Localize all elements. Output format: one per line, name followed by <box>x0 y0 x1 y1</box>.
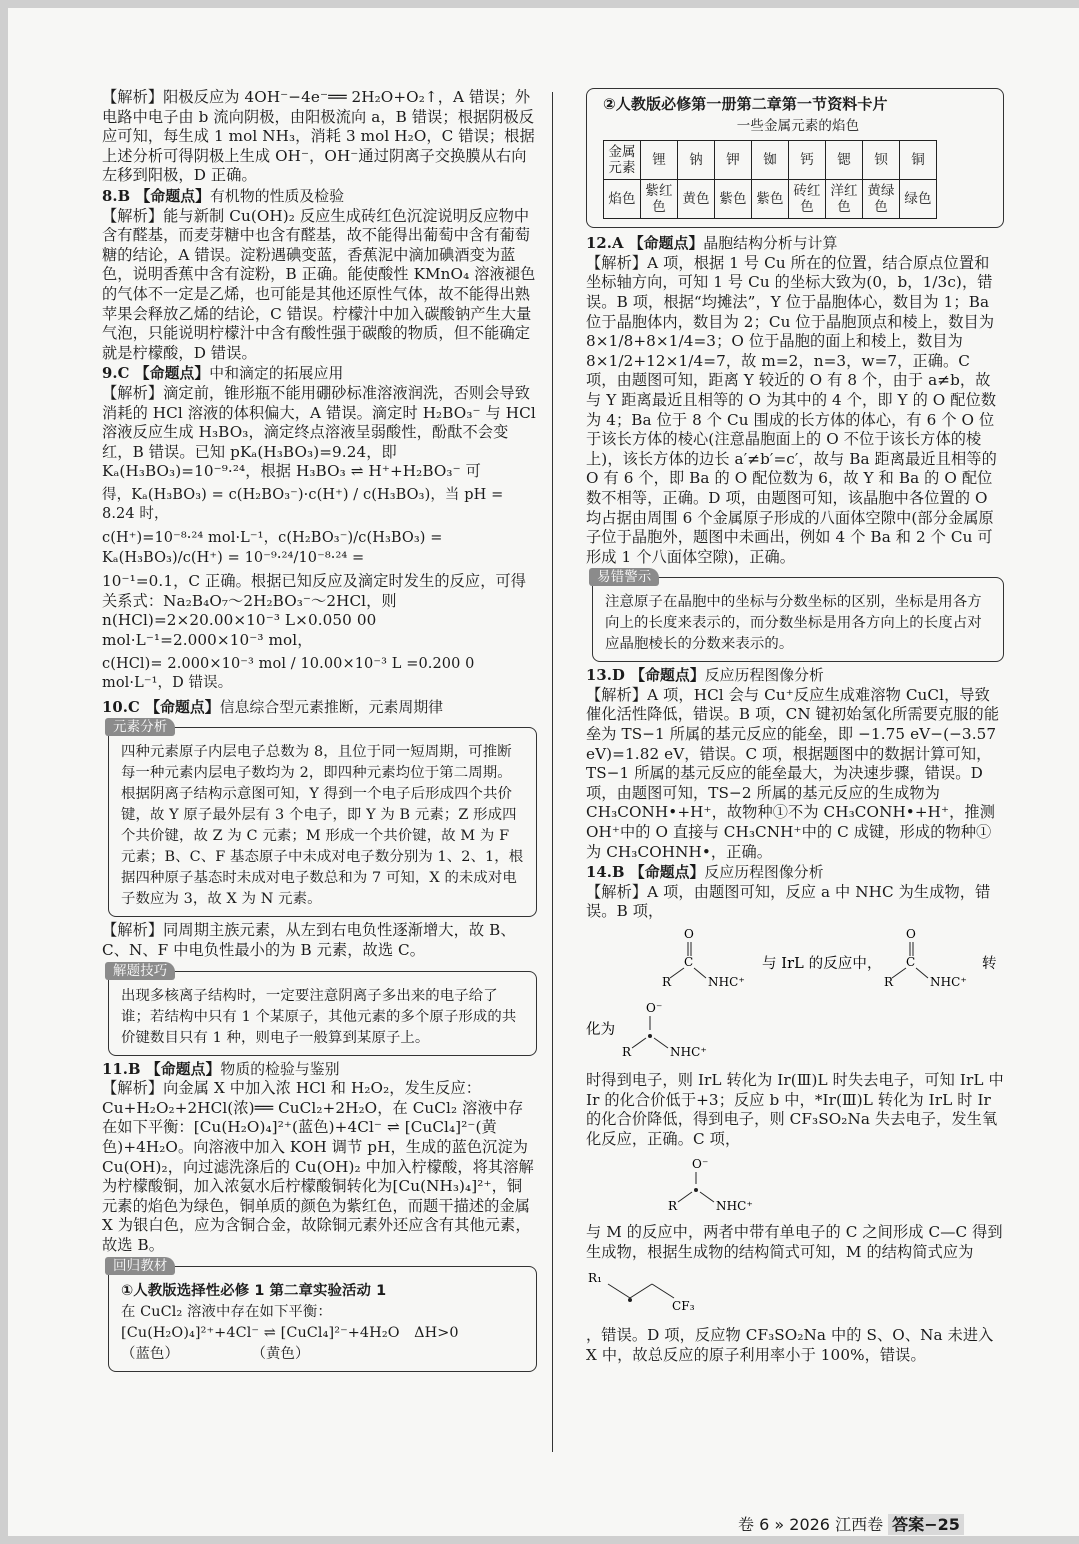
radical-dot <box>694 1188 698 1192</box>
bond-line <box>632 1038 646 1048</box>
flame-cell: 焰色 <box>604 180 641 219</box>
q13-tag: 【命题点】 <box>630 667 705 685</box>
q12-number: 12.A <box>586 235 624 253</box>
q14-analysis-e: 与 M 的反应中，两者中带有单电子的 C 之间形成 C—C 得到生成物，根据生成物的结构简式可知，M 的结构简式应为 <box>586 1223 1003 1261</box>
flame-cell: 洋红色 <box>826 180 863 219</box>
radical-structure-svg-2 <box>586 1156 786 1212</box>
q9-analysis-2: 10⁻¹=0.1，C 正确。根据已知反应及滴定时发生的反应，可得关系式：Na₂B₄O₇～2H₂BO₃⁻～2HCl，则 n(HCl)=2×20.00×10⁻³ L×0.050 00 mol·L⁻¹=2.000×10⁻³ mol， <box>102 572 527 650</box>
nhc-label: NHC⁺ <box>708 975 745 988</box>
q12-analysis: 【解析】A 项，根据 1 号 Cu 所在的位置，结合原点位置和坐标轴方向，可知 1 号 Cu 的坐标大致为(0，b，1/3c)，错误。B 项，根据“均摊法”，Y 位于晶胞体心，数目为 1；Ba 位于晶胞体内，数目为 2；Cu 位于晶胞顶点和棱上，数目为 8×1/8+8×1/4=3；O 位于晶胞的面上和棱上，数目为 8×1/2+12×1/4=7，故 m=2，n=3，w=7，正确。C 项，由题图可知，距离 Y 较近的 O 有 8 个，由于 a≠b，故与 Y 距离最近且相等的 O 为其中的 4 个，即 Y 的 O 配位数为 4；Ba 位于 8 个 Cu 围成的长方体的体心，有 6 个 O 位于该长方体的棱心(注意晶胞面上的 O 不位于该长方体的棱上)，该长方体的边长 a′≠b′=c′，故与 Ba 距离最近且相等的 O 有 6 个，即 Ba 的 O 配位数为 6，故 Y 和 Ba 的 O 配位数不相等，正确。D 项，由题图可知，该晶胞中各位置的 O 均占据由周围 6 个金属原子形成的八面体空隙中(部分金属原子位于晶胞外，题图中未画出，例如 4 个 Ba 和 2 个 Cu 可形成 1 个八面体空隙)，正确。 <box>586 253 997 566</box>
flame-table-color-row <box>604 180 937 219</box>
q13-header <box>586 666 1004 686</box>
right-column <box>586 88 1004 1365</box>
r1-label: R₁ <box>588 1271 603 1286</box>
bond-line <box>670 968 684 978</box>
flame-cell: 紫红色 <box>641 180 678 219</box>
textbook-line-3: （蓝色） （黄色） <box>121 1345 310 1362</box>
oxide-label: O⁻ <box>692 1156 709 1171</box>
page-footer <box>738 1512 964 1535</box>
volume-label: 卷 6 <box>738 1515 770 1534</box>
q8-tag: 【命题点】 <box>135 187 211 205</box>
bond-line <box>678 1192 692 1202</box>
error-warning-text: 注意原子在晶胞中的坐标与分数坐标的区别，坐标是用各方向上的长度来表示的，而分数坐标是用各方向上的长度占对应晶胞棱长的分数来表示的。 <box>605 594 982 653</box>
acyl-structure-2 <box>884 928 967 988</box>
element-analysis-text: 四种元素原子内层电子总数为 8，且位于同一短周期，可推断每一种元素内层电子数均为 2，即四种元素均位于第二周期。根据阴离子结构示意图可知，Y 得到一个电子后形成四个共价键，故 Y 原子最外层有 3 个电子，即 Y 为 B 元素；Z 形成四个共价键，故 Z 为 C 元素；M 形成一个共价键，故 M 为 F 元素；B、C、F 基态原子中未成对电子数分别为 1、2、1，根据四种原子基态时未成对电子数总和为 7 可知，X 的未成对电子数应为 3，故 X 为 N 元素。 <box>121 744 524 908</box>
q14-structure-row-4 <box>586 1268 1004 1320</box>
flame-cell: 铷 <box>752 141 789 180</box>
radical-dot <box>628 1298 632 1302</box>
left-column <box>102 88 537 1376</box>
answer-label: 答案 <box>892 1515 925 1534</box>
q14-number: 14.B <box>586 864 625 882</box>
q11-header <box>102 1060 537 1080</box>
acyl-structure-1 <box>662 928 745 988</box>
bond-line <box>916 968 928 978</box>
q11-tag: 【命题点】 <box>145 1060 221 1078</box>
solving-tip-text: 出现多核离子结构时，一定要注意阴离子多出来的电子给了谁；若结构中只有 1 个某原子，其他元素的多个原子形成的共价键数目只有 1 种，则电子一般算到某原子上。 <box>121 987 517 1046</box>
q14-b-text-2: 转 <box>982 956 996 972</box>
element-analysis-box <box>108 719 537 917</box>
radical-structure-2 <box>668 1157 753 1212</box>
answer-badge <box>888 1514 964 1535</box>
cf3-label: CF₃ <box>672 1299 695 1314</box>
q14-structure-row-3 <box>586 1156 1004 1218</box>
flame-cell: 紫色 <box>752 180 789 219</box>
flame-cell: 绿色 <box>900 180 937 219</box>
nhc-label: NHC⁺ <box>670 1044 707 1059</box>
solving-tip-box <box>108 962 537 1056</box>
q14-analysis-f: ，错误。D 项，反应物 CF₃SO₂Na 中的 S、O、Na 未进入 X 中，故总反应的原子利用率小于 100%，错误。 <box>586 1325 994 1364</box>
acyl-structure-svg <box>586 928 996 988</box>
bond-line <box>892 968 906 978</box>
flame-cell: 锶 <box>826 141 863 180</box>
column-divider <box>552 92 553 1452</box>
q7-analysis: 【解析】阳极反应为 4OH⁻−4e⁻══ 2H₂O+O₂↑，A 错误；外电路中电子由 b 流向阴极，由阳极流向 a，B 错误；根据阴极反应可知，每生成 1 mol NH₃，消耗 3 mol H₂O，C 错误；根据上述分析可得阴极上生成 OH⁻，OH⁻通过阴离子交换膜从右向左移到阳极，D 正确。 <box>102 88 535 185</box>
flame-cell: 钾 <box>715 141 752 180</box>
solving-tip-tag: 解题技巧 <box>105 962 175 980</box>
q9-tag: 【命题点】 <box>134 365 210 383</box>
flame-cell: 钙 <box>789 141 826 180</box>
oxygen-label: O <box>906 928 916 941</box>
q14-topic: 反应历程图像分析 <box>704 864 824 882</box>
q11-number: 11.B <box>102 1060 141 1078</box>
data-card <box>586 88 1004 228</box>
bond-line <box>652 1284 674 1298</box>
q8-number: 8.B <box>102 187 131 205</box>
bond-line <box>694 968 706 978</box>
q9-header <box>102 364 537 384</box>
q10-analysis: 【解析】同周期主族元素，从左到右电负性逐渐增大，故 B、C、N、F 中电负性最小的为 B 元素，故选 C。 <box>102 921 516 959</box>
flame-cell: 紫色 <box>715 180 752 219</box>
q14-analysis-d: 时得到电子，则 IrL 转化为 Ir(Ⅲ)L 时失去电子，可知 IrL 中 Ir 的化合价低于+3；反应 b 中，*Ir(Ⅲ)L 转化为 IrL 时 Ir 的化合价降低，得到电子，则 CF₃SO₂Na 失去电子，发生氧化反应，正确。C 项， <box>586 1071 1004 1148</box>
q10-tag: 【命题点】 <box>145 698 220 716</box>
flame-cell: 铜 <box>900 141 937 180</box>
flame-cell: 钡 <box>863 141 900 180</box>
q10-header <box>102 698 537 718</box>
q9-topic: 中和滴定的拓展应用 <box>209 365 344 383</box>
q9-equation-1: 得，Kₐ(H₃BO₃) = c(H₂BO₃⁻)·c(H⁺) / c(H₃BO₃)，当 pH = 8.24 时， <box>102 486 504 523</box>
q14-b-text: 与 IrL 的反应中， <box>762 956 882 972</box>
m-structure <box>588 1271 695 1313</box>
flame-cell: 金属元素 <box>604 141 641 180</box>
q13-number: 13.D <box>586 667 625 685</box>
r-group-label: R <box>884 975 894 988</box>
q14-header <box>586 863 1004 883</box>
r-group-label: R <box>662 975 672 988</box>
q14-analysis-a: 【解析】A 项，由题图可知，反应 a 中 NHC 为生成物，错误。B 项， <box>586 882 991 921</box>
bond-line <box>630 1284 652 1298</box>
q14-c-text: 化为 <box>586 1021 616 1038</box>
exam-title: 2026 江西卷 <box>789 1515 884 1534</box>
element-analysis-tag: 元素分析 <box>105 718 175 736</box>
page-number: −25 <box>924 1515 960 1534</box>
bond-line <box>654 1038 668 1048</box>
arrows-icon: » <box>774 1515 785 1534</box>
q12-tag: 【命题点】 <box>628 235 704 253</box>
oxygen-label: O <box>684 928 694 941</box>
textbook-line-2: [Cu(H₂O)₄]²⁺+4Cl⁻ ⇌ [CuCl₄]²⁻+4H₂O ΔH>0 <box>121 1324 459 1341</box>
q11-analysis: 【解析】向金属 X 中加入浓 HCl 和 H₂O₂，发生反应：Cu+H₂O₂+2HCl(浓)══ CuCl₂+2H₂O，在 CuCl₂ 溶液中存在如下平衡：[Cu(H₂O)₄]²⁺(蓝色)+4Cl⁻ ⇌ [CuCl₄]²⁻(黄色)+4H₂O。向溶液中加入 KOH 调节 pH，生成的蓝色沉淀为 Cu(OH)₂，向过滤洗涤后的 Cu(OH)₂ 中加入柠檬酸，将其溶解为柠檬酸铜，加入浓氨水后柠檬酸铜转化为[Cu(NH₃)₄]²⁺，铜元素的焰色为绿色，铜单质的颜色为紫红色，而题干描述的金属 X 为银白色，应为含铜合金，故除铜元素外还应含有其他元素，故选 B。 <box>102 1079 534 1254</box>
textbook-box <box>108 1257 537 1372</box>
flame-table-header-row <box>604 141 937 180</box>
r-group-label: R <box>622 1044 632 1059</box>
q10-number: 10.C <box>102 698 140 716</box>
nhc-label: NHC⁺ <box>716 1198 753 1212</box>
q13-analysis: 【解析】A 项，HCl 会与 Cu⁺反应生成难溶物 CuCl，导致催化活性降低，错误。B 项，CN 键初始氢化所需要克服的能垒为 TS−1 所属的基元反应的能垒，即 −1.75 eV−(−3.57 eV)=1.82 eV，错误。C 项，根据题图中的数据计算可知，TS−1 所属的基元反应的能垒最大，为决速步骤，错误。D 项，由题图可知，TS−2 所属的基元反应的生成物为 CH₃CONH•+H⁺，故物种①不为 CH₃CONH•+H⁺，推测 OH⁺中的 O 直接与 CH₃CNH⁺中的 C 成键，形成的物种①为 CH₃COHNH•，正确。 <box>586 685 1000 861</box>
error-warning-box <box>592 569 1004 662</box>
q11-topic: 物质的检验与鉴别 <box>220 1060 340 1078</box>
flame-color-table <box>603 140 937 219</box>
radical-structure-1 <box>622 1001 707 1059</box>
flame-cell: 黄色 <box>678 180 715 219</box>
page-sheet <box>8 8 1079 1536</box>
radical-structure-svg <box>586 1000 996 1060</box>
textbook-title: ①人教版选择性必修 1 第二章实验活动 1 <box>121 1282 387 1299</box>
m-structure-svg <box>586 1268 716 1314</box>
q9-number: 9.C <box>102 365 130 383</box>
flame-cell: 钠 <box>678 141 715 180</box>
carbon-label: C <box>684 955 694 969</box>
carbon-label: C <box>906 955 916 969</box>
q9-equation-3: c(HCl)= 2.000×10⁻³ mol / 10.00×10⁻³ L =0.200 0 mol·L⁻¹，D 错误。 <box>102 655 475 692</box>
q12-header <box>586 234 1004 254</box>
q8-analysis: 【解析】能与新制 Cu(OH)₂ 反应生成砖红色沉淀说明反应物中含有醛基，而麦芽糖中也含有醛基，故不能得出葡萄中含有葡萄糖的结论，A 错误。淀粉遇碘变蓝，香蕉泥中滴加碘酒变为蓝色，说明香蕉中含有淀粉，B 正确。能使酸性 KMnO₄ 溶液褪色的气体不一定是乙烯，也可能是其他还原性气体，故不能得出熟苹果会释放乙烯的结论，C 错误。柠檬汁中加入碳酸钠产生大量气泡，只能说明柠檬汁中含有酸性强于碳酸的物质，但不能确定就是柠檬酸，D 错误。 <box>102 206 536 362</box>
bond-line <box>608 1284 630 1298</box>
q14-tag: 【命题点】 <box>629 864 705 882</box>
flame-cell: 锂 <box>641 141 678 180</box>
nhc-label: NHC⁺ <box>930 975 967 988</box>
q8-header <box>102 187 537 207</box>
q13-topic: 反应历程图像分析 <box>704 667 824 685</box>
flame-cell: 黄绿色 <box>863 180 900 219</box>
q8-topic: 有机物的性质及检验 <box>210 187 345 205</box>
q9-analysis-1: 【解析】滴定前，锥形瓶不能用硼砂标准溶液润洗，否则会导致消耗的 HCl 溶液的体积偏大，A 错误。滴定时 H₂BO₃⁻ 与 HCl 溶液反应生成 H₃BO₃，滴定终点溶液呈弱酸性，酚酞不会变红，B 错误。已知 pKₐ(H₃BO₃)=9.24，即 Kₐ(H₃BO₃)=10⁻⁹·²⁴，根据 H₃BO₃ ⇌ H⁺+H₂BO₃⁻ 可 <box>102 383 536 481</box>
q9-equation-2: c(H⁺)=10⁻⁸·²⁴ mol·L⁻¹，c(H₂BO₃⁻)/c(H₃BO₃) = Kₐ(H₃BO₃)/c(H⁺) = 10⁻⁹·²⁴/10⁻⁸·²⁴ = <box>102 530 443 566</box>
data-card-title: ②人教版必修第一册第二章第一节资料卡片 <box>603 95 888 113</box>
bond-line <box>700 1192 714 1202</box>
q10-topic: 信息综合型元素推断，元素周期律 <box>219 698 444 716</box>
error-warning-tag: 易错警示 <box>589 568 659 586</box>
radical-dot <box>648 1034 652 1038</box>
flame-cell: 砖红色 <box>789 180 826 219</box>
textbook-line-1: 在 CuCl₂ 溶液中存在如下平衡： <box>121 1303 332 1320</box>
r-group-label: R <box>668 1198 678 1212</box>
q14-structure-row-2 <box>586 1000 1004 1066</box>
data-card-subtitle: 一些金属元素的焰色 <box>736 117 860 134</box>
q14-structure-row-1 <box>586 928 1004 994</box>
textbook-tag: 回归教材 <box>105 1257 175 1275</box>
oxide-label: O⁻ <box>646 1000 663 1015</box>
q12-topic: 晶胞结构分析与计算 <box>703 235 838 253</box>
